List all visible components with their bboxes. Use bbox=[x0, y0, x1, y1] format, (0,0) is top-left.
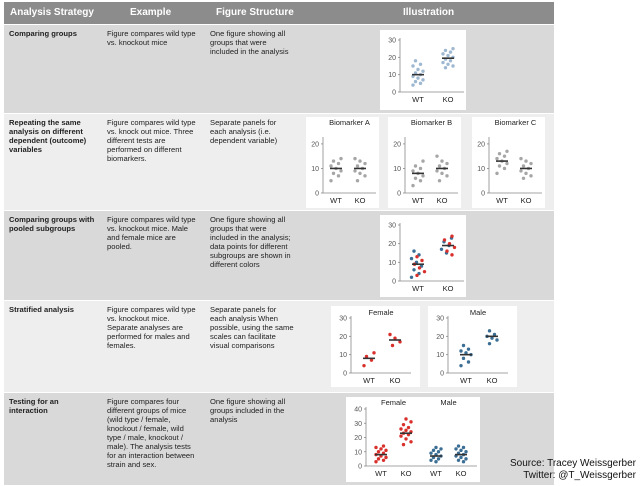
illustration-cell bbox=[300, 114, 554, 210]
table-row-repeating-analysis bbox=[4, 114, 554, 210]
data-point bbox=[420, 259, 423, 262]
data-point bbox=[404, 429, 407, 432]
plot-biomarker-b bbox=[388, 117, 461, 208]
data-point bbox=[412, 249, 415, 252]
data-point bbox=[450, 235, 453, 238]
data-point bbox=[457, 444, 460, 447]
data-point bbox=[464, 450, 467, 453]
data-point bbox=[363, 174, 366, 177]
header-illustration: Illustration bbox=[403, 7, 455, 18]
data-point bbox=[419, 179, 422, 182]
y-tick-label: 0 bbox=[358, 463, 362, 471]
data-point bbox=[337, 162, 340, 165]
y-tick-label: 0 bbox=[392, 89, 396, 97]
data-point bbox=[404, 437, 407, 440]
data-point bbox=[329, 179, 332, 182]
plot-row1 bbox=[380, 30, 466, 110]
data-point bbox=[411, 169, 414, 172]
source-author: Source: Tracey Weissgerber bbox=[510, 458, 636, 469]
strategy-cell: Comparing groups with pooled subgroups bbox=[9, 215, 95, 233]
x-tick-label: KO bbox=[436, 196, 448, 205]
y-tick-label: 0 bbox=[343, 370, 347, 378]
data-point bbox=[429, 459, 432, 462]
data-point bbox=[524, 172, 527, 175]
data-point bbox=[419, 82, 422, 85]
x-tick-label: WT bbox=[412, 196, 424, 205]
y-tick-label: 0 bbox=[315, 190, 319, 198]
data-point bbox=[411, 83, 414, 86]
data-point bbox=[421, 174, 424, 177]
data-point bbox=[464, 457, 467, 460]
data-point bbox=[429, 451, 432, 454]
data-point bbox=[415, 255, 418, 258]
data-point bbox=[356, 164, 359, 167]
data-point bbox=[444, 49, 447, 52]
data-point bbox=[435, 154, 438, 157]
plot-female bbox=[331, 306, 420, 387]
chart-title: Biomarker B bbox=[410, 118, 453, 127]
data-point bbox=[488, 342, 491, 345]
y-tick-label: 30 bbox=[388, 37, 396, 45]
data-point bbox=[332, 172, 335, 175]
data-point bbox=[337, 174, 340, 177]
header-structure: Figure Structure bbox=[216, 7, 294, 18]
x-tick-label: WT bbox=[375, 469, 387, 478]
data-point bbox=[467, 360, 470, 363]
chart-title: Biomarker A bbox=[329, 118, 370, 127]
data-point bbox=[419, 167, 422, 170]
structure-cell: One figure showing all groups that were included in the analysis bbox=[210, 29, 289, 56]
data-point bbox=[388, 333, 391, 336]
x-tick-label: WT bbox=[430, 469, 442, 478]
data-point bbox=[459, 364, 462, 367]
data-point bbox=[438, 164, 441, 167]
y-tick-label: 30 bbox=[436, 315, 444, 323]
data-point bbox=[421, 159, 424, 162]
data-point bbox=[434, 460, 437, 463]
y-tick-label: 10 bbox=[354, 449, 362, 457]
data-point bbox=[519, 157, 522, 160]
y-tick-label: 10 bbox=[388, 72, 396, 80]
y-tick-label: 20 bbox=[339, 333, 347, 341]
example-cell: Figure compares four different groups of mice (wild type / female, knockout / female, wild type / male, knockout / male). The analysis tests for an interaction between strain and sex. bbox=[107, 397, 195, 469]
table-header bbox=[4, 2, 554, 24]
scatter-plot-interaction bbox=[346, 397, 480, 482]
data-point bbox=[414, 164, 417, 167]
header-strategy: Analysis Strategy bbox=[10, 7, 94, 18]
data-point bbox=[462, 344, 465, 347]
data-point bbox=[467, 347, 470, 350]
scatter-plot-female bbox=[331, 306, 420, 387]
data-point bbox=[446, 54, 449, 57]
y-tick-label: 20 bbox=[354, 435, 362, 442]
x-tick-label: WT bbox=[412, 284, 424, 293]
data-point bbox=[488, 329, 491, 332]
x-tick-label: KO bbox=[400, 469, 412, 478]
chart-title: Biomarker C bbox=[494, 118, 537, 127]
data-point bbox=[505, 150, 508, 153]
data-point bbox=[444, 66, 447, 69]
x-tick-label: KO bbox=[442, 95, 454, 104]
y-tick-label: 20 bbox=[477, 141, 485, 149]
data-point bbox=[382, 459, 385, 462]
x-tick-label: KO bbox=[455, 469, 467, 478]
y-tick-label: 10 bbox=[388, 259, 396, 267]
data-point bbox=[440, 159, 443, 162]
illustration-cell bbox=[300, 301, 554, 392]
data-point bbox=[446, 63, 449, 66]
example-cell: Figure compares wild type vs. knockout mice. Male and female mice are pooled. bbox=[107, 215, 196, 251]
data-point bbox=[402, 443, 405, 446]
data-point bbox=[411, 184, 414, 187]
y-tick-label: 10 bbox=[339, 352, 347, 360]
data-point bbox=[495, 172, 498, 175]
y-tick-label: 40 bbox=[354, 406, 362, 414]
y-tick-label: 20 bbox=[311, 141, 319, 149]
data-point bbox=[391, 344, 394, 347]
data-point bbox=[462, 446, 465, 449]
data-point bbox=[358, 172, 361, 175]
data-point bbox=[438, 179, 441, 182]
data-point bbox=[384, 449, 387, 452]
data-point bbox=[440, 172, 443, 175]
data-point bbox=[404, 417, 407, 420]
data-point bbox=[414, 80, 417, 83]
data-point bbox=[495, 157, 498, 160]
data-point bbox=[421, 78, 424, 81]
chart-subtitle: Male bbox=[440, 398, 457, 407]
scatter-plot-biomarker-c bbox=[472, 117, 545, 208]
structure-cell: One figure showing all groups included in the analysis bbox=[210, 397, 286, 424]
data-point bbox=[399, 427, 402, 430]
y-tick-label: 0 bbox=[392, 278, 396, 286]
data-point bbox=[445, 249, 448, 252]
data-point bbox=[437, 457, 440, 460]
data-point bbox=[439, 447, 442, 450]
data-point bbox=[519, 169, 522, 172]
plot-interaction bbox=[346, 397, 480, 482]
data-point bbox=[415, 274, 418, 277]
data-point bbox=[437, 450, 440, 453]
scatter-plot-male bbox=[428, 306, 517, 387]
data-point bbox=[363, 162, 366, 165]
y-tick-label: 10 bbox=[311, 165, 319, 173]
data-point bbox=[503, 167, 506, 170]
data-point bbox=[329, 164, 332, 167]
data-point bbox=[524, 159, 527, 162]
x-tick-label: WT bbox=[496, 196, 508, 205]
data-point bbox=[457, 459, 460, 462]
data-point bbox=[454, 447, 457, 450]
data-point bbox=[399, 434, 402, 437]
illustration-cell bbox=[300, 211, 554, 300]
data-point bbox=[374, 446, 377, 449]
data-point bbox=[434, 446, 437, 449]
data-point bbox=[374, 460, 377, 463]
data-point bbox=[362, 364, 365, 367]
data-point bbox=[416, 76, 419, 79]
data-point bbox=[339, 157, 342, 160]
data-point bbox=[372, 351, 375, 354]
y-tick-label: 30 bbox=[388, 222, 396, 230]
y-tick-label: 30 bbox=[339, 315, 347, 323]
scatter-plot-biomarker-a bbox=[306, 117, 379, 208]
y-tick-label: 10 bbox=[393, 165, 401, 173]
scatter-plot-row3 bbox=[380, 215, 466, 297]
data-point bbox=[353, 169, 356, 172]
x-tick-label: KO bbox=[486, 376, 498, 385]
data-point bbox=[495, 338, 498, 341]
example-cell: Figure compares wild type vs. knock out mice. Three different tests are performed on different biomarkers. bbox=[107, 118, 196, 163]
data-point bbox=[414, 177, 417, 180]
data-point bbox=[529, 174, 532, 177]
data-point bbox=[441, 61, 444, 64]
data-point bbox=[529, 162, 532, 165]
data-point bbox=[414, 59, 417, 62]
data-point bbox=[411, 64, 414, 67]
data-point bbox=[358, 159, 361, 162]
y-tick-label: 20 bbox=[388, 54, 396, 62]
scatter-plot-biomarker-b bbox=[388, 117, 461, 208]
strategy-cell: Repeating the same analysis on different dependent (outcome) variables bbox=[9, 118, 87, 154]
plot-biomarker-a bbox=[306, 117, 379, 208]
header-example: Example bbox=[130, 7, 172, 18]
data-point bbox=[412, 268, 415, 271]
data-point bbox=[384, 456, 387, 459]
y-tick-label: 10 bbox=[436, 352, 444, 360]
example-cell: Figure compares wild type vs. knockout mice bbox=[107, 29, 196, 47]
illustration-cell bbox=[300, 25, 554, 113]
strategy-cell: Testing for an interaction bbox=[9, 397, 59, 415]
example-cell: Figure compares wild type vs. knockout mice. Separate analyses are performed for males and females. bbox=[107, 305, 196, 350]
data-point bbox=[410, 257, 413, 260]
data-point bbox=[432, 449, 435, 452]
chart-title: Male bbox=[469, 308, 487, 317]
plot-biomarker-c bbox=[472, 117, 545, 208]
data-point bbox=[498, 152, 501, 155]
data-point bbox=[462, 357, 465, 360]
data-point bbox=[459, 349, 462, 352]
data-point bbox=[353, 157, 356, 160]
data-point bbox=[459, 456, 462, 459]
data-point bbox=[503, 154, 506, 157]
data-point bbox=[379, 447, 382, 450]
data-point bbox=[505, 162, 508, 165]
y-tick-label: 20 bbox=[388, 241, 396, 249]
data-point bbox=[449, 50, 452, 53]
data-point bbox=[416, 68, 419, 71]
data-point bbox=[522, 177, 525, 180]
data-point bbox=[423, 270, 426, 273]
table-row-stratified bbox=[4, 301, 554, 392]
data-point bbox=[421, 70, 424, 73]
data-point bbox=[382, 444, 385, 447]
y-tick-label: 10 bbox=[477, 165, 485, 173]
data-point bbox=[435, 169, 438, 172]
x-tick-label: WT bbox=[412, 95, 424, 104]
data-point bbox=[332, 159, 335, 162]
data-point bbox=[356, 179, 359, 182]
data-point bbox=[440, 248, 443, 251]
data-point bbox=[451, 64, 454, 67]
data-point bbox=[419, 63, 422, 66]
table-row-pooled-subgroups bbox=[4, 211, 554, 300]
y-tick-label: 0 bbox=[481, 190, 485, 198]
plot-male bbox=[428, 306, 517, 387]
data-point bbox=[462, 460, 465, 463]
data-point bbox=[522, 164, 525, 167]
data-point bbox=[339, 169, 342, 172]
source-credit bbox=[510, 458, 636, 482]
data-point bbox=[410, 276, 413, 279]
data-point bbox=[441, 52, 444, 55]
strategy-cell: Comparing groups bbox=[9, 29, 77, 38]
structure-cell: One figure showing all groups that were included in the analysis; data points for different subgroups are shown in different colors bbox=[210, 215, 291, 269]
scatter-plot-row1 bbox=[380, 30, 466, 110]
y-tick-label: 20 bbox=[436, 333, 444, 341]
structure-cell: Separate panels for each analysis (i.e. dependent variable) bbox=[210, 118, 278, 145]
x-tick-label: WT bbox=[363, 376, 375, 385]
data-point bbox=[445, 174, 448, 177]
data-point bbox=[451, 47, 454, 50]
data-point bbox=[377, 450, 380, 453]
data-point bbox=[377, 457, 380, 460]
structure-cell: Separate panels for each analysis When possible, using the same scales can facilitate visual comparisons bbox=[210, 305, 294, 350]
data-point bbox=[418, 266, 421, 269]
y-tick-label: 20 bbox=[393, 141, 401, 149]
y-tick-label: 0 bbox=[440, 370, 444, 378]
x-tick-label: KO bbox=[389, 376, 401, 385]
y-tick-label: 30 bbox=[354, 420, 362, 428]
data-point bbox=[402, 423, 405, 426]
x-tick-label: WT bbox=[330, 196, 342, 205]
data-point bbox=[409, 420, 412, 423]
x-tick-label: KO bbox=[520, 196, 532, 205]
data-point bbox=[409, 440, 412, 443]
source-twitter: Twitter: @T_Weissgerber bbox=[523, 470, 636, 481]
x-tick-label: KO bbox=[442, 284, 454, 293]
data-point bbox=[459, 449, 462, 452]
x-tick-label: KO bbox=[354, 196, 366, 205]
data-point bbox=[449, 59, 452, 62]
data-point bbox=[450, 253, 453, 256]
data-point bbox=[407, 426, 410, 429]
x-tick-label: WT bbox=[460, 376, 472, 385]
strategy-cell: Stratified analysis bbox=[9, 305, 74, 314]
data-point bbox=[443, 238, 446, 241]
chart-subtitle: Female bbox=[380, 398, 407, 407]
plot-row3 bbox=[380, 215, 466, 297]
chart-title: Female bbox=[368, 308, 394, 317]
table-row-interaction bbox=[4, 393, 554, 485]
data-point bbox=[445, 162, 448, 165]
table-row-comparing-groups bbox=[4, 25, 554, 113]
data-point bbox=[498, 164, 501, 167]
y-tick-label: 0 bbox=[397, 190, 401, 198]
